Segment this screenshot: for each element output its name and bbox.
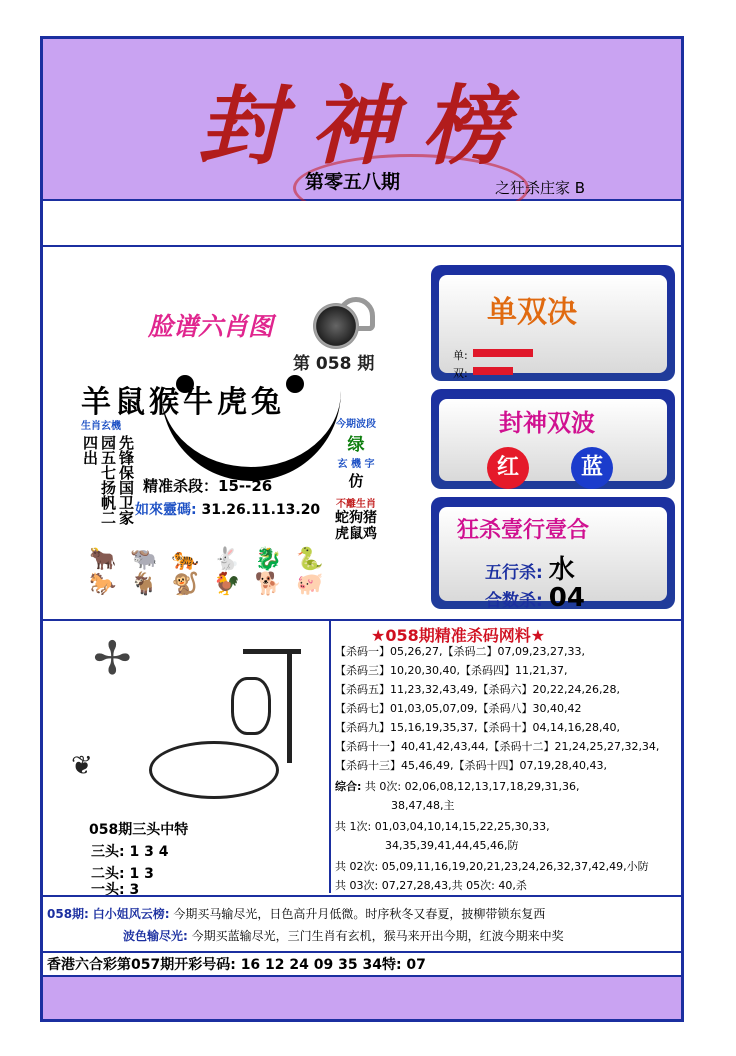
heads-row-value: 1 3 xyxy=(129,866,154,882)
left-hint-tag: 生肖玄機 xyxy=(81,421,121,432)
page-title: 封神榜 xyxy=(198,76,534,177)
summary-line: 34,35,39,41,44,45,46,防 xyxy=(385,839,519,852)
wuxing-label: 五行杀: xyxy=(485,563,543,583)
kill-element-panel xyxy=(431,497,675,613)
heads-title: 058期三头中特 xyxy=(89,822,189,838)
summary-line: 共 02次: 05,09,11,16,19,20,21,23,24,26,32,37,42,49,小防 xyxy=(335,860,649,873)
double-bar xyxy=(473,367,513,375)
kill-code-line: 【杀码一】05,26,27,【杀码二】07,09,23,27,33, xyxy=(335,645,585,658)
heshu-label: 合数杀: xyxy=(485,591,543,611)
kill-code-line: 【杀码三】10,20,30,40,【杀码四】11,21,37, xyxy=(335,664,568,677)
cloud-text: 今期买马输尽光，日色高升月低微。时序秋冬又春夏，披柳带锁东复西 xyxy=(173,907,546,921)
lock-icon xyxy=(313,303,359,349)
lantern-icon xyxy=(231,677,271,735)
char-tag: 玄 機 字 xyxy=(337,459,375,470)
footer-band xyxy=(43,977,681,1019)
kill-segment: 精准杀段：15--26 xyxy=(143,477,273,495)
pole-icon xyxy=(287,651,292,763)
left-hint-text: 先锋保国卫家园五七扬帆二四出 xyxy=(81,435,135,525)
blank-bar xyxy=(43,201,681,247)
kill-code-line: 【杀码七】01,03,05,07,09,【杀码八】30,40,42 xyxy=(335,702,582,715)
code-value: 31.26.11.13.20 xyxy=(201,502,321,518)
zodiac-tag: 不離生肖 xyxy=(336,499,376,510)
wave-row xyxy=(123,927,564,944)
banker-label: 之狂杀庄家 B xyxy=(495,179,586,197)
kill-element-title: 狂杀壹行壹合 xyxy=(457,518,590,543)
heads-row-value: 1 3 4 xyxy=(129,844,169,860)
pole-arm-icon xyxy=(243,649,301,654)
wave-label: 波色输尽光: xyxy=(123,929,188,943)
dragonfly-icon: ✢ xyxy=(93,631,132,685)
zodiac-list: 蛇狗猪虎鼠鸡 xyxy=(335,510,377,542)
kill-code-line: 【杀码五】11,23,32,43,49,【杀码六】20,22,24,26,28, xyxy=(335,683,620,696)
odd-even-panel xyxy=(431,265,675,381)
six-animals: 羊鼠猴牛虎兔 xyxy=(81,385,285,420)
face-chart-title: 脸谱六肖图 xyxy=(148,312,274,341)
color-wave-title: 封神双波 xyxy=(499,409,595,437)
code-label: 如來靈碼: xyxy=(135,502,197,518)
issue-label: 第零五八期 xyxy=(305,171,401,193)
code-row xyxy=(135,499,320,519)
heads-row-label: 二头: xyxy=(91,866,125,882)
wave-value: 绿 xyxy=(347,435,365,455)
wuxing-value: 水 xyxy=(548,555,575,585)
summary-line: 共 03次: 07,27,28,43,共 05次: 40,杀 xyxy=(335,879,527,892)
heads-row-label: 三头: xyxy=(91,844,125,860)
cloud-row xyxy=(47,905,545,922)
kill-code-line: 【杀码十一】40,41,42,43,44,【杀码十二】21,24,25,27,32,34, xyxy=(335,740,660,753)
smile-icon xyxy=(161,387,341,481)
summary-line: 共 0次: 02,06,08,12,13,17,18,29,31,36, xyxy=(364,780,580,793)
zodiac-animals-icon: 🐂🐃🐅🐇🐉🐍 🐎🐐🐒🐓🐕🐖 xyxy=(89,547,338,597)
kill-code-line: 【杀码十三】45,46,49,【杀码十四】07,19,28,40,43, xyxy=(335,759,607,772)
char-value: 仿 xyxy=(348,472,364,490)
wave-text: 今期买蓝输尽光，三门生肖有玄机，猴马来开出今期，红波今期来中奖 xyxy=(191,929,564,943)
header xyxy=(43,39,681,201)
heads-row-value: 3 xyxy=(129,882,140,898)
right-hint xyxy=(331,415,381,542)
left-hint xyxy=(81,417,139,533)
kill-codes-panel xyxy=(331,621,681,893)
color-wave-panel-inner xyxy=(439,399,667,481)
heshu-row xyxy=(485,583,585,613)
result-row xyxy=(43,951,681,977)
kill-codes-title: ★058期精准杀码网料★ xyxy=(371,626,546,645)
odd-even-title: 单双决 xyxy=(487,295,577,330)
plant-icon: ❦ xyxy=(71,751,93,781)
period-label: 第 058 期 xyxy=(293,354,375,374)
wave-tag: 今期波段 xyxy=(336,419,376,430)
single-bar xyxy=(473,349,533,357)
page-frame xyxy=(40,36,684,1022)
summary-line: 38,47,48,主 xyxy=(391,799,455,812)
kill-element-panel-inner xyxy=(439,507,667,613)
odd-even-panel-inner xyxy=(439,275,667,380)
double-label: 双: xyxy=(453,367,468,380)
color-wave-panel xyxy=(431,389,675,489)
red-ball: 红 xyxy=(487,447,529,489)
plate-icon xyxy=(149,741,279,799)
kill-code-line: 【杀码九】15,16,19,35,37,【杀码十】04,14,16,28,40, xyxy=(335,721,620,734)
heads-row-label: 一头: xyxy=(91,882,125,898)
cloud-label: 白小姐风云榜: xyxy=(92,907,170,921)
prophecy-section xyxy=(43,895,681,953)
heshu-value: 04 xyxy=(548,583,585,613)
heads-row xyxy=(91,841,168,861)
wuxing-row xyxy=(485,549,575,586)
issue-tag: 058期: xyxy=(47,907,89,921)
single-label: 单: xyxy=(453,349,468,362)
summary-label: 综合: xyxy=(335,780,362,793)
lower-left-panel xyxy=(43,621,331,898)
summary-row xyxy=(335,778,580,794)
result-line: 香港六合彩第057期开彩号码: 16 12 24 09 35 34特: 07 xyxy=(47,957,426,973)
blue-ball: 蓝 xyxy=(571,447,613,489)
middle-section xyxy=(43,247,681,621)
summary-line: 共 1次: 01,03,04,10,14,15,22,25,30,33, xyxy=(335,820,550,833)
